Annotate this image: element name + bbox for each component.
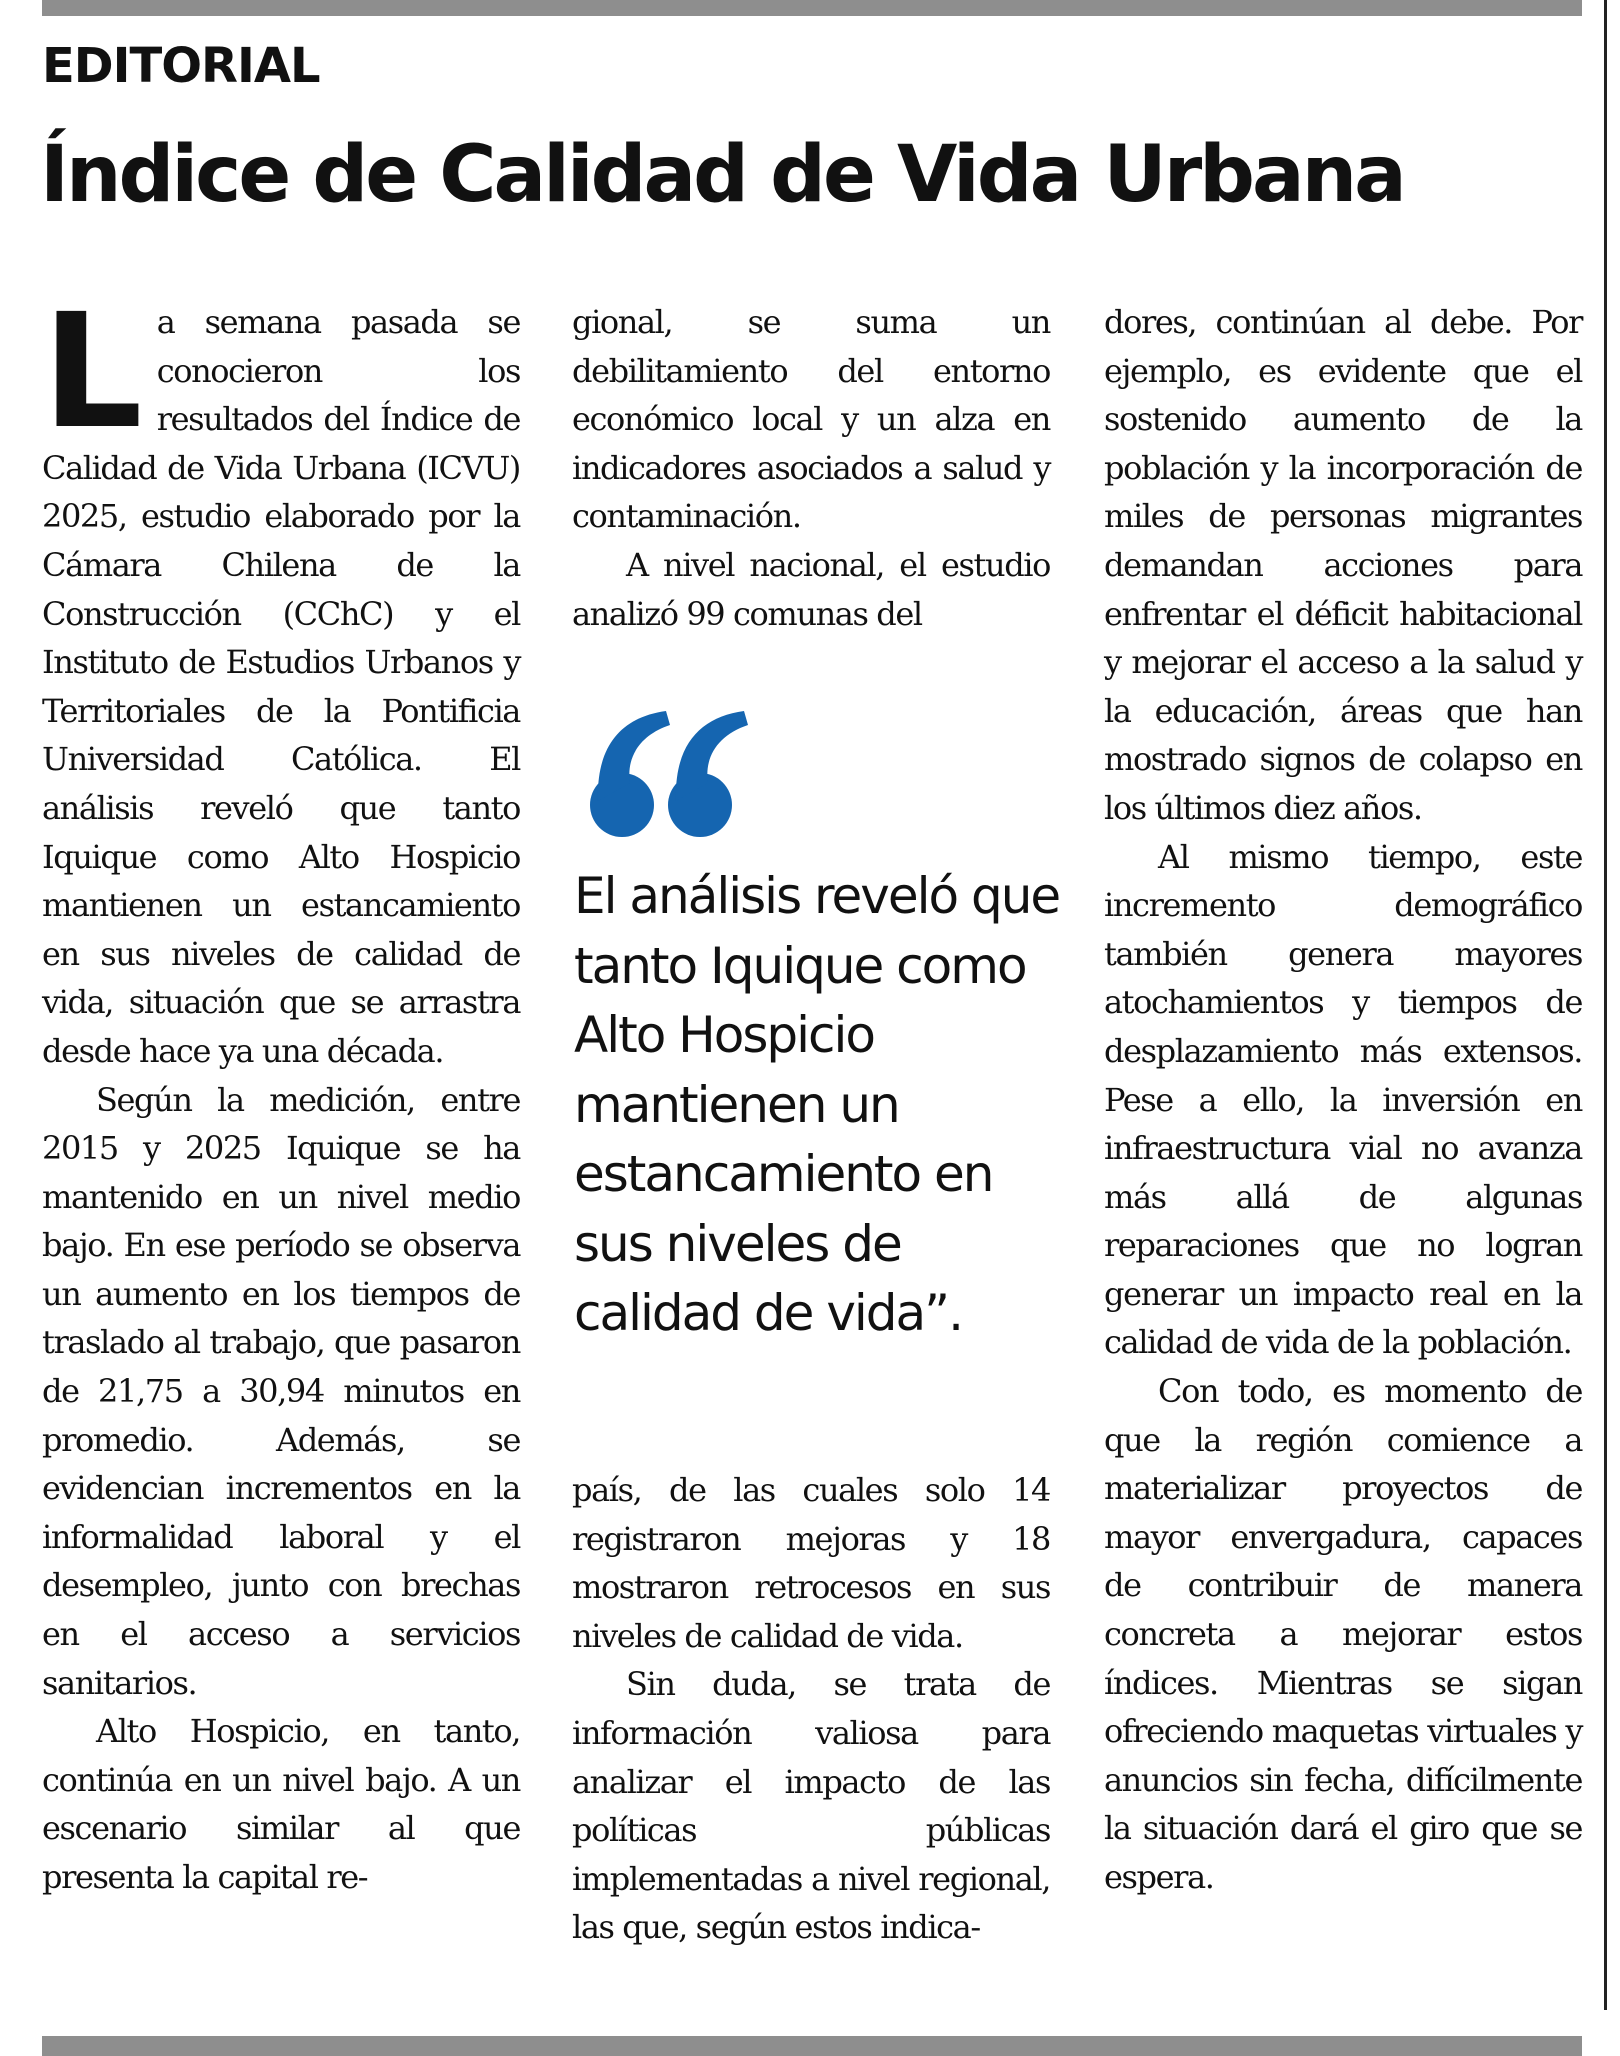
paragraph-5: A nivel nacional, el estudio analizó 99 comunas del — [572, 545, 1050, 633]
paragraph-2: Según la medición, entre 2015 y 2025 Iquique se ha mantenido en un nivel medio bajo. En ese período se observa un aumento en los tiempos de traslado al trabajo, que pasaron de 21,75 a 30,94 minutos en promedio. Además, se evidencian incrementos en la informalidad laboral y el desempleo, junto con brechas en el acceso a servicios sanitarios. — [42, 1080, 520, 1702]
paragraph-8: dores, continúan al debe. Por ejemplo, es evidente que el sostenido aumento de la población y la incorporación de miles de personas migrantes demandan acciones para enfrentar el déficit habitacional y mejorar el acceso a la salud y la educación, áreas que han mostrado signos de colapso en los últimos diez años. — [1104, 303, 1582, 827]
opening-quote-icon — [582, 705, 752, 855]
quote-mark-glyphs — [590, 711, 748, 837]
column-divider — [1604, 0, 1607, 2010]
article-column-2-bottom — [572, 1466, 1050, 1952]
paragraph-6: país, de las cuales solo 14 registraron mejoras y 18 mostraron retrocesos en sus niveles de calidad de vida. — [572, 1471, 1050, 1655]
paragraph-7: Sin duda, se trata de información valiosa para analizar el impacto de las políticas públicas implementadas a nivel regional, las que, según estos indica- — [572, 1665, 1050, 1947]
pull-quote: El análisis reveló que tanto Iquique como Alto Hospicio mantienen un estancamiento en sus niveles de calidad de vida”. — [574, 867, 1060, 1342]
paragraph-1-text: a semana pasada se conocieron los resultados del Índice de Calidad de Vida Urbana (ICVU) 2025, estudio elaborado por la Cámara Chilena de la Construcción (CChC) y el Instituto de Estudios Urbanos y Territoriales de la Pontificia Universidad Católica. El análisis reveló que tanto Iquique como Alto Hospicio mantienen un estancamiento en sus niveles de calidad de vida, situación que se arrastra desde hace ya una década. — [42, 303, 520, 1070]
article-column-2-top — [572, 298, 1050, 638]
section-label: EDITORIAL — [42, 38, 320, 94]
paragraph-4: gional, se suma un debilitamiento del entorno económico local y un alza en indicadores asociados a salud y contaminación. — [572, 303, 1050, 536]
top-rule — [42, 0, 1582, 16]
paragraph-3: Alto Hospicio, en tanto, continúa en un nivel bajo. A un escenario similar al que presenta la capital re- — [42, 1712, 520, 1896]
article-column-3 — [1104, 298, 1582, 1902]
bottom-rule — [42, 2036, 1582, 2056]
article-column-1 — [42, 280, 520, 1902]
paragraph-9: Al mismo tiempo, este incremento demográfico también genera mayores atochamientos y tiempos de desplazamiento más extensos. Pese a ello, la inversión en infraestructura vial no avanza más allá de algunas reparaciones que no logran generar un impacto real en la calidad de vida de la población. — [1104, 837, 1582, 1362]
paragraph-1 — [42, 280, 520, 1076]
drop-cap: L — [42, 280, 143, 464]
paragraph-10: Con todo, es momento de que la región comience a materializar proyectos de mayor envergadura, capaces de contribuir de manera concreta a mejorar estos índices. Mientras se sigan ofreciendo maquetas virtuales y anuncios sin fecha, difícilmente la situación dará el giro que se espera. — [1104, 1372, 1582, 1896]
headline: Índice de Calidad de Vida Urbana — [40, 130, 1404, 220]
